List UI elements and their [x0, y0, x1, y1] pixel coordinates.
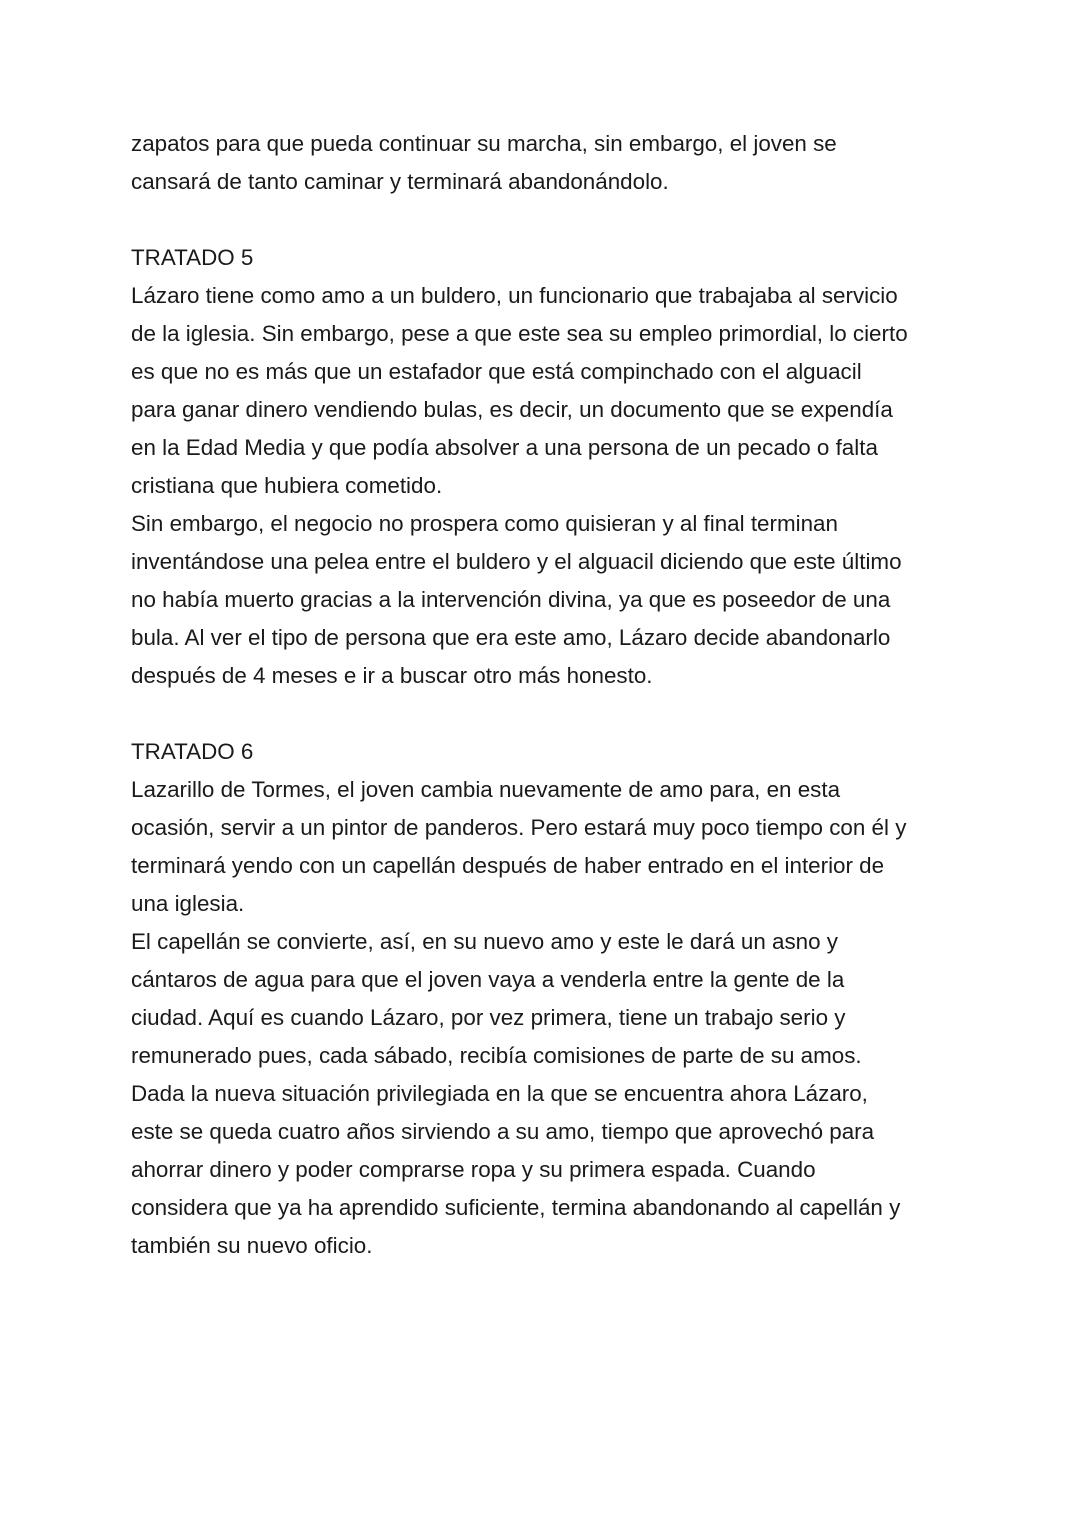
- tratado-6-section: [131, 733, 961, 1265]
- text-line: Lazarillo de Tormes, el joven cambia nuevamente de amo para, en esta: [131, 777, 841, 802]
- text-line: cristiana que hubiera cometido.: [131, 473, 443, 498]
- text-line: no había muerto gracias a la intervención divina, ya que es poseedor de una: [131, 587, 891, 612]
- section-heading: TRATADO 5: [131, 245, 254, 270]
- text-line: inventándose una pelea entre el buldero y el alguacil diciendo que este último: [131, 549, 902, 574]
- text-line: después de 4 meses e ir a buscar otro más honesto.: [131, 663, 653, 688]
- text-line: remunerado pues, cada sábado, recibía comisiones de parte de su amos.: [131, 1043, 862, 1068]
- text-line: en la Edad Media y que podía absolver a una persona de un pecado o falta: [131, 435, 878, 460]
- tratado-5-paragraph-1: [131, 277, 961, 505]
- tratado-5-paragraph-2: [131, 505, 961, 695]
- text-line: es que no es más que un estafador que está compinchado con el alguacil: [131, 359, 862, 384]
- tratado-6-paragraph-2: [131, 923, 961, 1075]
- text-line: ciudad. Aquí es cuando Lázaro, por vez primera, tiene un trabajo serio y: [131, 1005, 846, 1030]
- tratado-6-paragraph-1: [131, 771, 961, 923]
- text-line: terminará yendo con un capellán después de haber entrado en el interior de: [131, 853, 885, 878]
- text-line: ahorrar dinero y poder comprarse ropa y su primera espada. Cuando: [131, 1157, 816, 1182]
- text-line: bula. Al ver el tipo de persona que era este amo, Lázaro decide abandonarlo: [131, 625, 891, 650]
- intro-paragraph: [131, 125, 961, 201]
- section-heading: TRATADO 6: [131, 739, 254, 764]
- paragraph-gap: [131, 695, 961, 733]
- text-line: Lázaro tiene como amo a un buldero, un funcionario que trabajaba al servicio: [131, 283, 898, 308]
- text-line: El capellán se convierte, así, en su nuevo amo y este le dará un asno y: [131, 929, 838, 954]
- tratado-5-section: [131, 239, 961, 695]
- text-line: Sin embargo, el negocio no prospera como quisieran y al final terminan: [131, 511, 838, 536]
- paragraph-gap: [131, 201, 961, 239]
- tratado-6-paragraph-3: [131, 1075, 961, 1265]
- text-line: una iglesia.: [131, 891, 245, 916]
- text-line: zapatos para que pueda continuar su marcha, sin embargo, el joven se: [131, 131, 837, 156]
- text-line: también su nuevo oficio.: [131, 1233, 373, 1258]
- document-body: [131, 125, 961, 1265]
- text-line: Dada la nueva situación privilegiada en la que se encuentra ahora Lázaro,: [131, 1081, 868, 1106]
- text-line: considera que ya ha aprendido suficiente, termina abandonando al capellán y: [131, 1195, 901, 1220]
- text-line: para ganar dinero vendiendo bulas, es decir, un documento que se expendía: [131, 397, 893, 422]
- text-line: este se queda cuatro años sirviendo a su amo, tiempo que aprovechó para: [131, 1119, 875, 1144]
- text-line: ocasión, servir a un pintor de panderos. Pero estará muy poco tiempo con él y: [131, 815, 907, 840]
- text-line: de la iglesia. Sin embargo, pese a que este sea su empleo primordial, lo cierto: [131, 321, 908, 346]
- text-line: cántaros de agua para que el joven vaya a venderla entre la gente de la: [131, 967, 845, 992]
- text-line: cansará de tanto caminar y terminará abandonándolo.: [131, 169, 669, 194]
